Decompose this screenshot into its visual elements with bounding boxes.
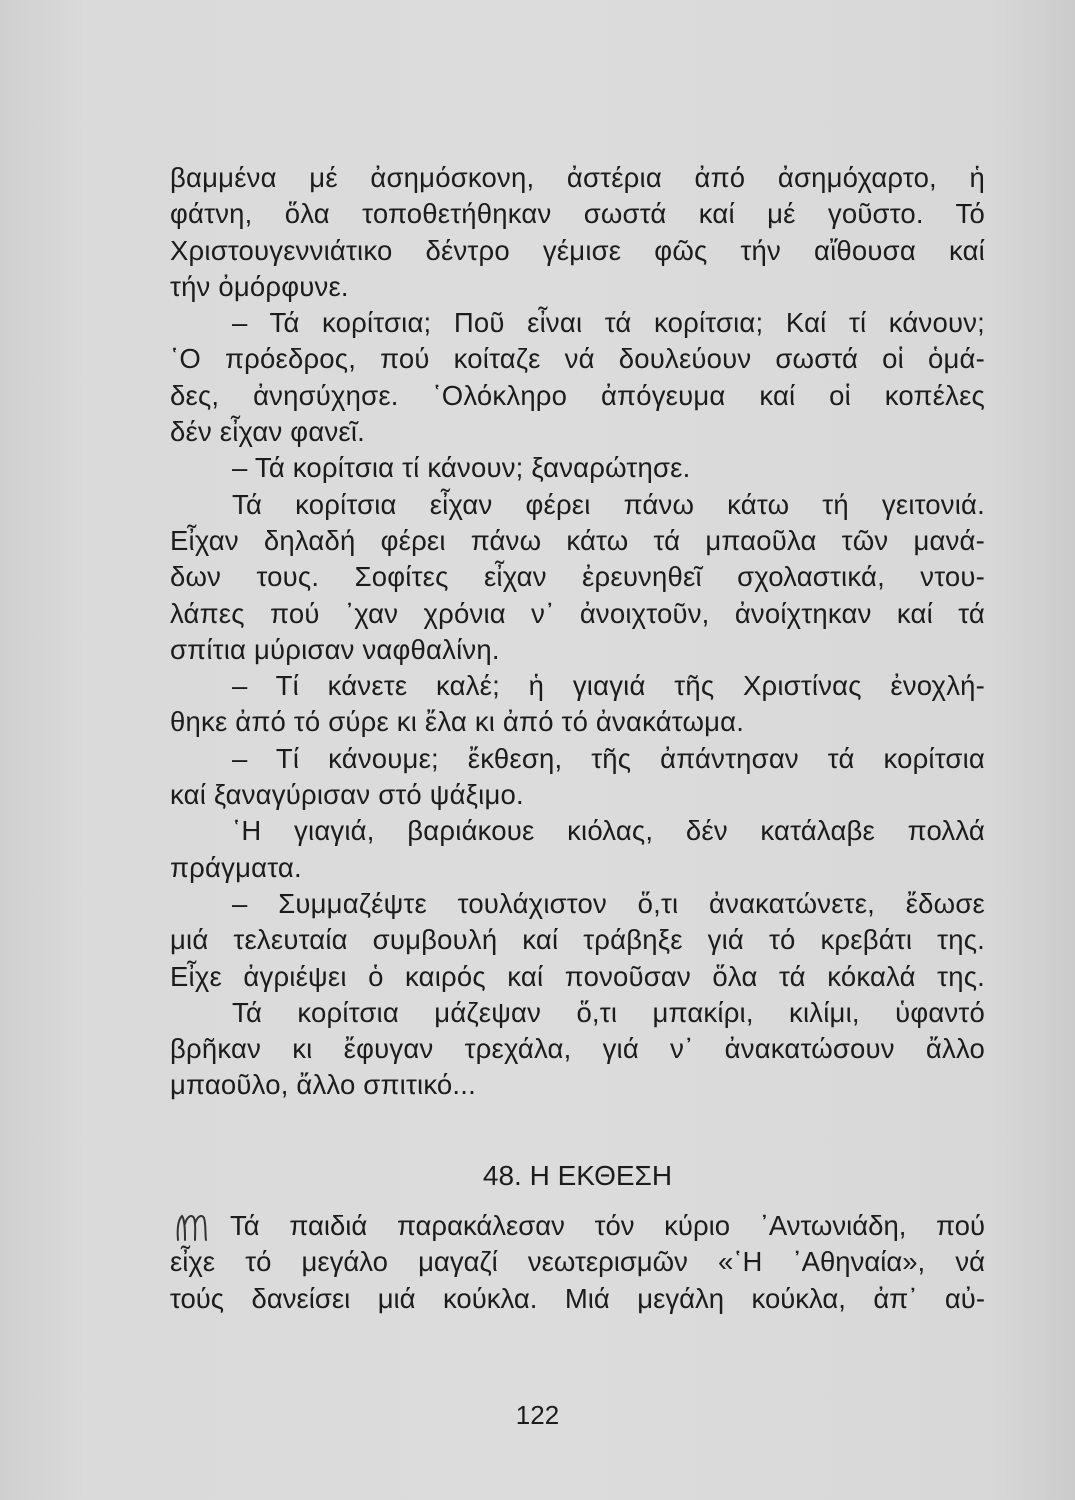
line-text: βρῆκαν κι ἔφυγαν τρεχάλα, γιά ν᾽ ἀνακατώσουν ἄλλο	[170, 1033, 985, 1065]
text-line	[170, 959, 985, 995]
text-line	[170, 378, 985, 414]
page-number: 122	[515, 1400, 560, 1430]
text-line	[170, 487, 985, 523]
text-line	[170, 777, 985, 813]
line-text: σπίτια μύρισαν ναφθαλίνη.	[170, 633, 500, 665]
text-line	[170, 596, 985, 632]
text-line	[170, 1031, 985, 1067]
text-line	[170, 741, 985, 777]
line-text: Τά κορίτσια εἶχαν φέρει πάνω κάτω τή γειτονιά.	[232, 488, 985, 520]
text-line	[170, 196, 985, 232]
line-text: θηκε ἀπό τό σύρε κι ἔλα κι ἀπό τό ἀνακάτωμα.	[170, 706, 745, 738]
text-line	[170, 1067, 985, 1103]
line-text: μιά τελευταία συμβουλή καί τράβηξε γιά τό κρεβάτι της.	[170, 924, 985, 956]
line-text: εἶχε τό μεγάλο μαγαζί νεωτερισμῶν «῾Η ᾽Αθηναία», νά	[170, 1246, 985, 1278]
line-text: τήν ὀμόρφυνε.	[170, 270, 349, 302]
text-line	[170, 995, 985, 1031]
line-text: – Τά κορίτσια; Ποῦ εἶναι τά κορίτσια; Καί τί κάνουν;	[232, 307, 985, 339]
text-line	[170, 922, 985, 958]
line-text: – Τί κάνουμε; ἔκθεση, τῆς ἀπάντησαν τά κορίτσια	[232, 742, 985, 774]
text-line	[170, 1244, 985, 1280]
line-text: Εἶχαν δηλαδή φέρει πάνω κάτω τά μπαοῦλα τῶν μανά-	[170, 524, 985, 556]
chapter-heading: 48. Η ΕΚΘΕΣΗ	[482, 1160, 673, 1191]
text-line	[170, 233, 985, 269]
text-line	[170, 160, 985, 196]
line-text: Χριστουγεννιάτικο δέντρο γέμισε φῶς τήν αἴθουσα καί	[170, 234, 985, 266]
chapter-text	[170, 1208, 985, 1317]
line-text: ῾Η γιαγιά, βαριάκουε κιόλας, δέν κατάλαβε πολλά	[232, 815, 985, 847]
line-text: δέν εἶχαν φανεῖ.	[170, 416, 366, 448]
line-text: λάπες πού ᾽χαν χρόνια ν᾽ ἀνοιχτοῦν, ἀνοίχτηκαν καί τά	[170, 597, 985, 629]
line-text: βαμμένα μέ ἀσημόσκονη, ἀστέρια ἀπό ἀσημόχαρτο, ἡ	[170, 162, 985, 193]
text-line	[170, 886, 985, 922]
text-line	[170, 559, 985, 595]
line-text: δων τους. Σοφίτες εἶχαν ἐρευνηθεῖ σχολαστικά, ντου-	[170, 561, 985, 593]
text-line	[170, 1208, 985, 1244]
text-line	[170, 269, 985, 305]
text-line	[170, 523, 985, 559]
line-text: καί ξαναγύρισαν στό ψάξιμο.	[170, 779, 524, 811]
text-line	[170, 1281, 985, 1317]
line-text: Τά κορίτσια μάζεψαν ὅ,τι μπακίρι, κιλίμι, ὑφαντό	[232, 996, 985, 1028]
text-line	[170, 632, 985, 668]
text-line	[170, 450, 985, 486]
body-text	[170, 160, 985, 1104]
line-text: τούς δανείσει μιά κούκλα. Μιά μεγάλη κούκλα, ἀπ᾽ αὐ-	[170, 1282, 985, 1314]
line-text: – Τί κάνετε καλέ; ἡ γιαγιά τῆς Χριστίνας ἐνοχλή-	[232, 670, 985, 702]
line-text: φάτνη, ὅλα τοποθετήθηκαν σωστά καί μέ γοῦστο. Τό	[170, 198, 985, 230]
text-line	[170, 704, 985, 740]
text-line	[170, 341, 985, 377]
line-text: ῾Ο πρόεδρος, πού κοίταζε νά δουλεύουν σωστά οἱ ὁμά-	[170, 343, 985, 375]
line-text: Τά παιδιά παρακάλεσαν τόν κύριο ᾽Αντωνιάδη, πού	[230, 1210, 985, 1241]
text-line	[170, 305, 985, 341]
text-line	[170, 668, 985, 704]
line-text: Εἶχε ἀγριέψει ὁ καιρός καί πονοῦσαν ὅλα τά κόκαλά της.	[170, 960, 985, 992]
line-text: – Τά κορίτσια τί κάνουν; ξαναρώτησε.	[232, 452, 691, 484]
text-line	[170, 850, 985, 886]
line-text: – Συμμαζέψτε τουλάχιστον ὅ,τι ἀνακατώνετε, ἔδωσε	[232, 887, 985, 919]
text-line	[170, 813, 985, 849]
line-text: πράγματα.	[170, 851, 302, 883]
line-text: δες, ἀνησύχησε. ῾Ολόκληρο ἀπόγευμα καί οἱ κοπέλες	[170, 379, 985, 411]
line-text: μπαοῦλο, ἄλλο σπιτικό...	[170, 1069, 476, 1101]
text-line	[170, 414, 985, 450]
